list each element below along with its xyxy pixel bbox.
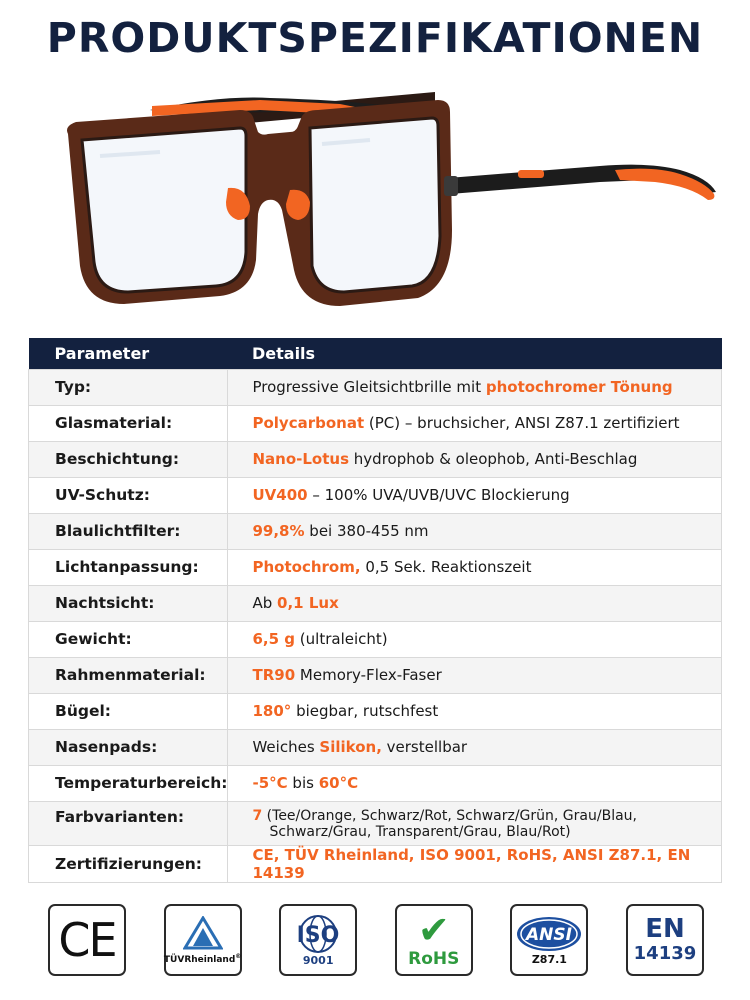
details-cell	[228, 585, 722, 621]
table-row	[29, 801, 722, 845]
details-cell	[228, 369, 722, 405]
table-body	[29, 369, 722, 882]
details-cell	[228, 549, 722, 585]
ce-badge	[48, 904, 126, 976]
table-row	[29, 405, 722, 441]
table-row	[29, 657, 722, 693]
details-cell	[228, 801, 722, 845]
ansi-number: Z87.1	[531, 952, 567, 966]
eyeglasses-image	[40, 70, 730, 330]
detail-text: 0,5 Sek. Reaktionszeit	[360, 558, 532, 576]
iso-globe-icon	[290, 914, 346, 954]
page-title: PRODUKTSPEZIFIKATIONEN	[46, 14, 704, 62]
highlight-text: Photochrom,	[252, 558, 361, 576]
parameter-cell: Temperaturbereich:	[29, 765, 228, 801]
table-header-row	[29, 338, 722, 369]
table-row	[29, 513, 722, 549]
details-cell	[228, 441, 722, 477]
table-row	[29, 765, 722, 801]
spec-table	[28, 338, 722, 883]
table-row	[29, 729, 722, 765]
certification-badges	[48, 904, 704, 976]
details-cell	[228, 765, 722, 801]
details-cell	[228, 405, 722, 441]
ansi-badge	[510, 904, 588, 976]
detail-text: biegbar, rutschfest	[291, 702, 439, 720]
details-cell	[228, 729, 722, 765]
en-badge	[626, 904, 704, 976]
rohs-badge	[395, 904, 473, 976]
detail-text: verstellbar	[381, 738, 468, 756]
parameter-cell: Nachtsicht:	[29, 585, 228, 621]
details-cell	[228, 621, 722, 657]
details-cell	[228, 477, 722, 513]
parameter-cell: Typ:	[29, 369, 228, 405]
details-cell	[228, 657, 722, 693]
parameter-cell: Zertifizierungen:	[29, 845, 228, 882]
tuv-text: TÜVRheinland	[163, 954, 236, 965]
ansi-logo-icon	[515, 915, 583, 953]
en-text: EN	[645, 914, 685, 944]
details-cell	[228, 845, 722, 882]
parameter-cell: Lichtanpassung:	[29, 549, 228, 585]
highlight-text: 99,8%	[252, 522, 305, 540]
table-row	[29, 441, 722, 477]
details-cell	[228, 693, 722, 729]
iso-text: ISO	[296, 922, 340, 948]
highlight-text: 7	[252, 808, 263, 824]
en-number: 14139	[633, 943, 697, 964]
table-row	[29, 693, 722, 729]
header-details: Details	[228, 338, 722, 369]
highlight-text: 0,1 Lux	[277, 594, 339, 612]
parameter-cell: Beschichtung:	[29, 441, 228, 477]
tuv-triangle-icon	[183, 916, 223, 950]
highlight-text: CE, TÜV Rheinland, ISO 9001, RoHS, ANSI Z87.1, EN 14139	[252, 845, 691, 882]
detail-text-line2: Schwarz/Grau, Transparent/Grau, Blau/Rot)	[269, 824, 571, 840]
table-row	[29, 549, 722, 585]
detail-text: (ultraleicht)	[295, 630, 388, 648]
highlight-text: -5°C	[252, 774, 288, 792]
iso-badge	[279, 904, 357, 976]
highlight-text: 6,5 g	[252, 630, 296, 648]
highlight-text: photochromer Tönung	[485, 378, 673, 396]
table-row	[29, 369, 722, 405]
parameter-cell: Rahmenmaterial:	[29, 657, 228, 693]
parameter-cell: Glasmaterial:	[29, 405, 228, 441]
ansi-text: ANSI	[526, 924, 573, 945]
table-row	[29, 477, 722, 513]
table-row	[29, 621, 722, 657]
highlight-text: TR90	[252, 666, 296, 684]
highlight-text: Silikon,	[319, 738, 382, 756]
parameter-cell: UV-Schutz:	[29, 477, 228, 513]
detail-text: bis	[287, 774, 319, 792]
detail-text: bei 380-455 nm	[304, 522, 429, 540]
highlight-text: Polycarbonat	[252, 414, 365, 432]
rohs-text: RoHS	[408, 949, 460, 969]
detail-text: (Tee/Orange, Schwarz/Rot, Schwarz/Grün, Grau/Blau,	[262, 808, 637, 824]
highlight-text: 60°C	[318, 774, 359, 792]
details-cell	[228, 513, 722, 549]
highlight-text: Nano-Lotus	[252, 450, 350, 468]
detail-text: hydrophob & oleophob, Anti-Beschlag	[349, 450, 638, 468]
highlight-text: UV400	[252, 486, 308, 504]
table-row	[29, 585, 722, 621]
detail-text: – 100% UVA/UVB/UVC Blockierung	[307, 486, 570, 504]
table-row	[29, 845, 722, 882]
detail-text: Memory-Flex-Faser	[295, 666, 442, 684]
detail-text: Ab	[252, 594, 278, 612]
parameter-cell: Bügel:	[29, 693, 228, 729]
parameter-cell: Gewicht:	[29, 621, 228, 657]
detail-text: (PC) – bruchsicher, ANSI Z87.1 zertifiziert	[364, 414, 680, 432]
tuv-registered: ®	[235, 952, 242, 960]
parameter-cell: Nasenpads:	[29, 729, 228, 765]
parameter-cell: Blaulichtfilter:	[29, 513, 228, 549]
detail-text: Weiches	[252, 738, 320, 756]
checkmark-icon: ✔	[417, 908, 450, 952]
highlight-text: 180°	[252, 702, 292, 720]
ce-mark: CE	[58, 913, 116, 967]
header-parameter: Parameter	[29, 338, 228, 369]
detail-text: Progressive Gleitsichtbrille mit	[252, 378, 486, 396]
iso-number: 9001	[302, 953, 334, 967]
tuv-badge	[164, 904, 242, 976]
parameter-cell: Farbvarianten:	[29, 801, 228, 845]
